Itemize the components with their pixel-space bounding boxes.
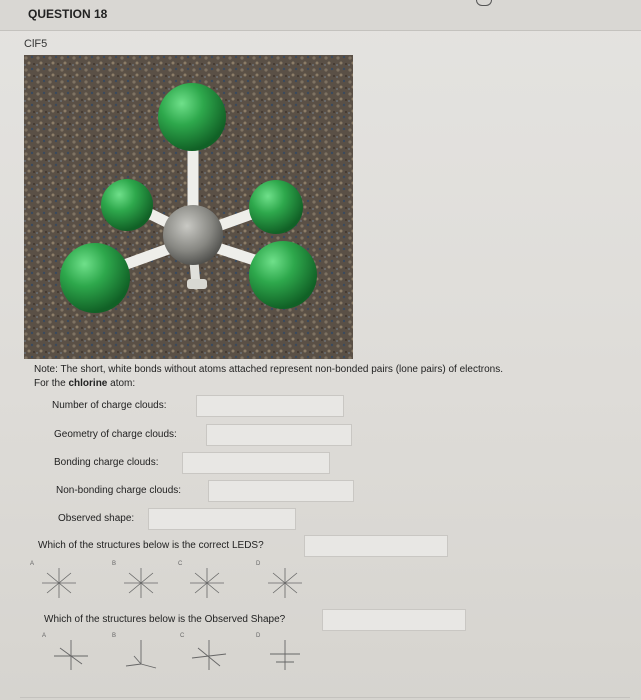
option-letter: A [42, 633, 47, 639]
shape-answer-input[interactable] [322, 609, 466, 631]
shape-option-d[interactable] [256, 633, 316, 673]
option-letter: C [178, 561, 183, 567]
option-letter: B [112, 633, 117, 639]
nonbonding-input[interactable] [208, 480, 354, 502]
leds-option-a[interactable] [30, 561, 90, 601]
leds-option-c[interactable] [178, 561, 238, 601]
question-header [0, 0, 641, 31]
nonbonding-label: Non-bonding charge clouds: [56, 485, 182, 496]
leds-question: Which of the structures below is the correct LEDS? [38, 540, 264, 551]
option-letter: D [256, 633, 261, 639]
charge-clouds-input[interactable] [196, 395, 344, 417]
geometry-input[interactable] [206, 424, 352, 446]
shape-option-a[interactable] [42, 633, 102, 673]
option-letter: C [180, 633, 185, 639]
option-letter: A [30, 561, 35, 567]
option-letter: D [256, 561, 261, 567]
leds-option-d[interactable] [256, 561, 316, 601]
molecule-model-photo [24, 55, 353, 359]
atom-name: chlorine [68, 378, 108, 389]
observed-shape-input[interactable] [148, 508, 296, 530]
observed-shape-label: Observed shape: [58, 513, 135, 524]
leds-answer-input[interactable] [304, 535, 448, 557]
leds-option-b[interactable] [112, 561, 172, 601]
shape-options-row [30, 633, 330, 673]
for-suffix: atom: [107, 378, 136, 389]
shape-option-b[interactable] [112, 633, 172, 673]
charge-clouds-label: Number of charge clouds: [52, 400, 167, 411]
bonding-label: Bonding charge clouds: [54, 457, 159, 468]
for-atom-line [34, 378, 135, 389]
top-edge-notch [476, 0, 492, 6]
option-letter: B [112, 561, 117, 567]
shape-option-c[interactable] [180, 633, 240, 673]
lone-pair-note: Note: The short, white bonds without atoms attached represent non-bonded pairs (lone pairs) of electrons. [34, 364, 503, 375]
molecule-formula: ClF5 [24, 38, 48, 50]
bottom-divider [20, 697, 630, 698]
shape-question: Which of the structures below is the Observed Shape? [44, 614, 286, 625]
bonding-input[interactable] [182, 452, 330, 474]
for-prefix: For the [34, 378, 69, 389]
question-title: QUESTION 18 [28, 7, 108, 21]
leds-options-row [30, 561, 330, 601]
geometry-label: Geometry of charge clouds: [54, 429, 177, 440]
